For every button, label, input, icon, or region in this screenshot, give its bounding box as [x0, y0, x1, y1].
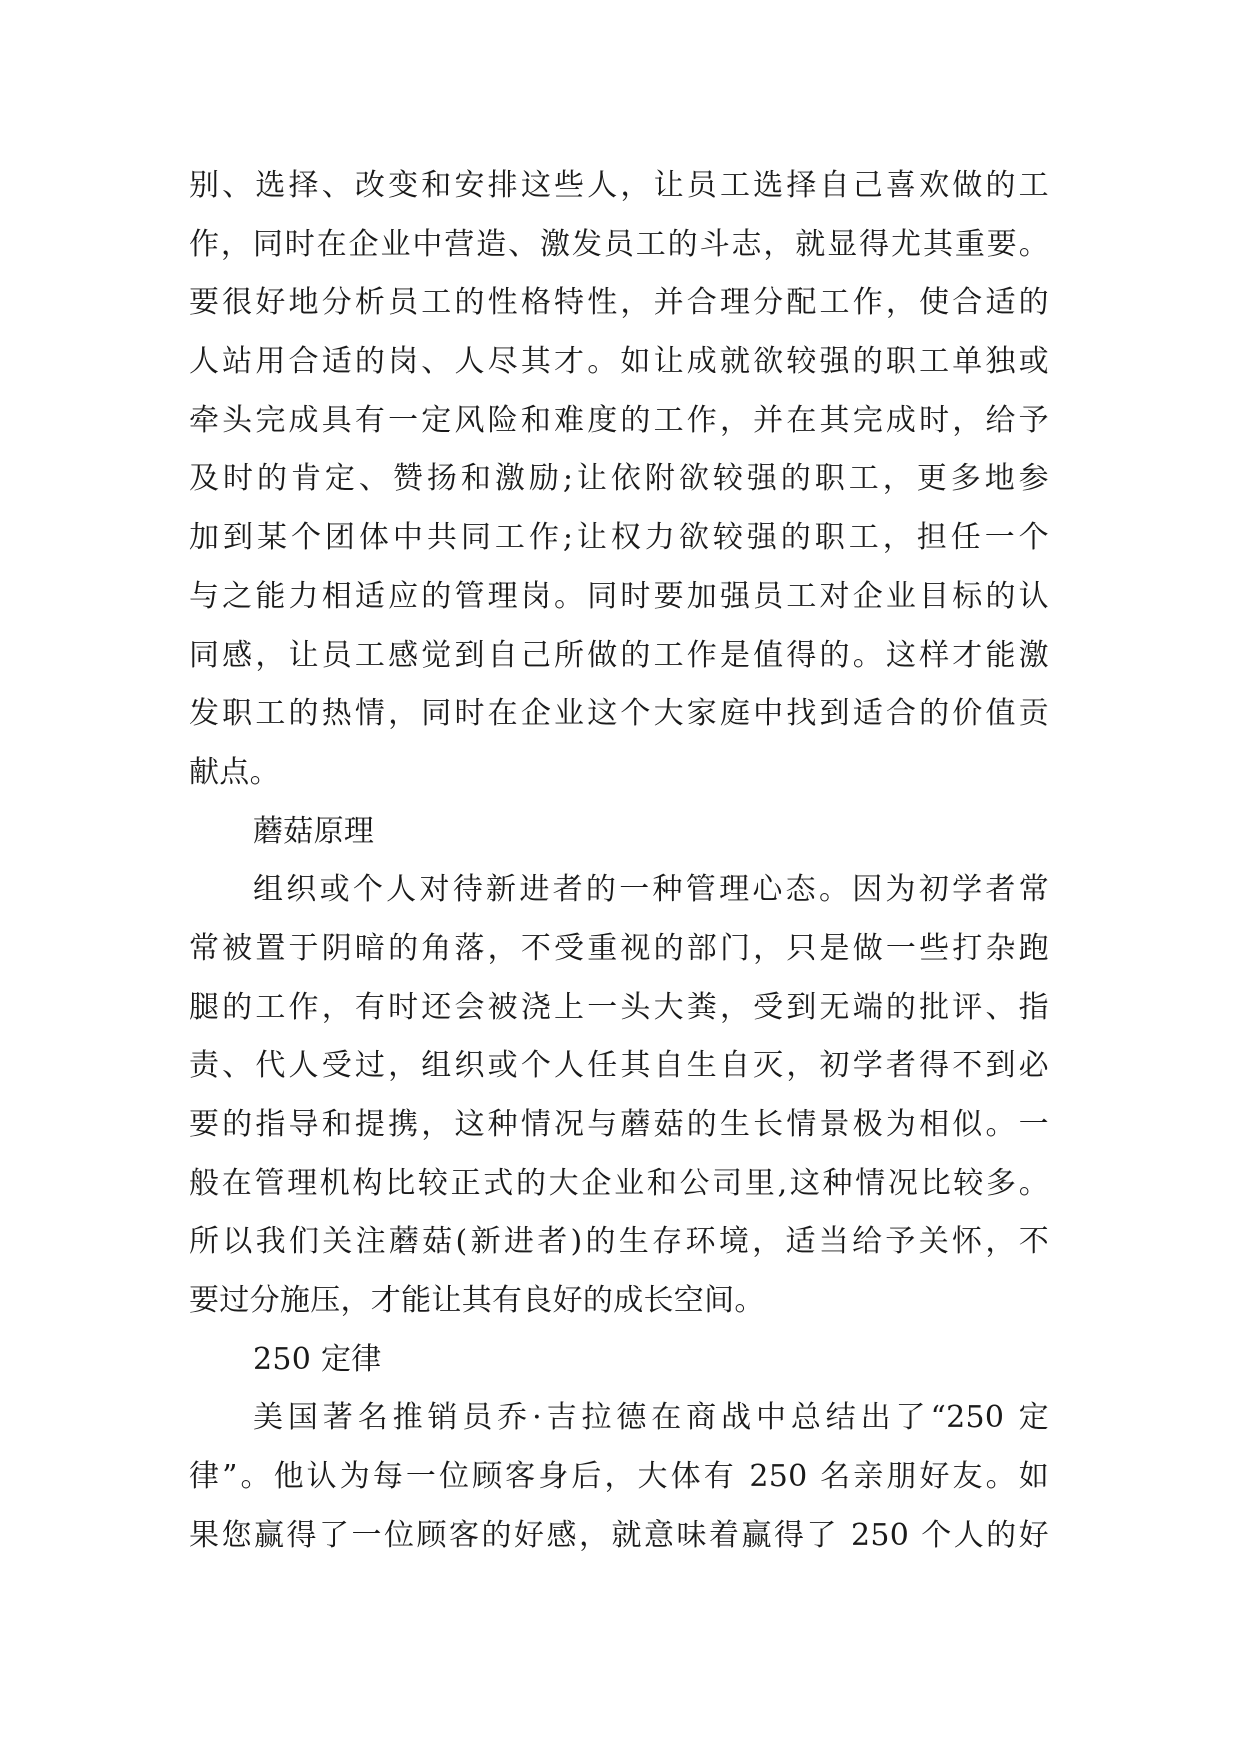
paragraph-line: 律”。他认为每一位顾客身后，大体有 250 名亲朋好友。如 [189, 1459, 1049, 1495]
paragraph-line: 要很好地分析员工的性格特性，并合理分配工作，使合适的 [189, 285, 1049, 321]
paragraph-line: 献点。 [189, 754, 280, 790]
section-heading-250-law: 250 定律 [253, 1341, 382, 1377]
paragraph-line: 美国著名推销员乔·吉拉德在商战中总结出了“250 定 [253, 1400, 1049, 1436]
paragraph-line: 要的指导和提携，这种情况与蘑菇的生长情景极为相似。一 [189, 1107, 1049, 1142]
paragraph-line: 发职工的热情，同时在企业这个大家庭中找到适合的价值贡 [189, 696, 1049, 732]
document-body [189, 157, 1049, 1566]
paragraph-line: 人站用合适的岗、人尽其才。如让成就欲较强的职工单独或 [189, 344, 1049, 380]
paragraph-line: 常被置于阴暗的角落，不受重视的部门，只是做一些打杂跑 [189, 930, 1049, 966]
paragraph-line: 腿的工作，有时还会被浇上一头大粪，受到无端的批评、指 [189, 989, 1049, 1025]
paragraph-line: 组织或个人对待新进者的一种管理心态。因为初学者常 [253, 872, 1049, 908]
paragraph-line: 及时的肯定、赞扬和激励;让依附欲较强的职工，更多地参 [189, 461, 1049, 497]
paragraph-line: 果您赢得了一位顾客的好感，就意味着赢得了 250 个人的好 [189, 1517, 1049, 1553]
paragraph-line: 别、选择、改变和安排这些人，让员工选择自己喜欢做的工 [189, 168, 1049, 203]
section-heading-mushroom: 蘑菇原理 [253, 813, 375, 849]
paragraph-line: 牵头完成具有一定风险和难度的工作，并在其完成时，给予 [189, 402, 1049, 438]
paragraph-line: 同感，让员工感觉到自己所做的工作是值得的。这样才能激 [189, 637, 1049, 673]
paragraph-line: 要过分施压，才能让其有良好的成长空间。 [189, 1283, 765, 1319]
paragraph-line: 与之能力相适应的管理岗。同时要加强员工对企业目标的认 [189, 578, 1049, 614]
paragraph-line: 责、代人受过，组织或个人任其自生自灭，初学者得不到必 [189, 1048, 1049, 1084]
paragraph-line: 般在管理机构比较正式的大企业和公司里,这种情况比较多。 [189, 1165, 1049, 1201]
paragraph-line: 加到某个团体中共同工作;让权力欲较强的职工，担任一个 [189, 520, 1049, 556]
paragraph-line: 所以我们关注蘑菇(新进者)的生存环境，适当给予关怀，不 [189, 1224, 1049, 1260]
paragraph-line: 作，同时在企业中营造、激发员工的斗志，就显得尤其重要。 [189, 226, 1049, 262]
